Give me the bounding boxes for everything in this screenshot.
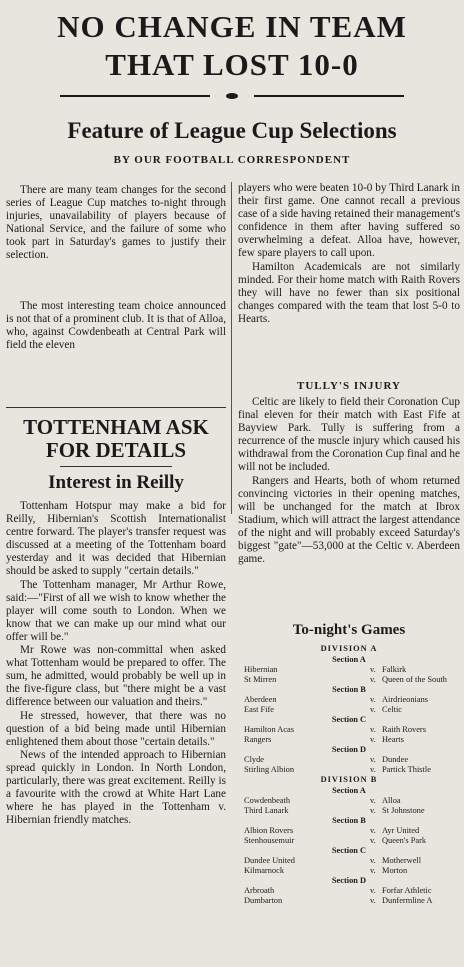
away-team: Falkirk — [382, 665, 407, 674]
home-team: Arbroath — [244, 886, 275, 895]
section-heading: Section B — [332, 685, 366, 694]
story1-paragraph-continued: players who were beaten 10-0 by Third Lanark in their first game. One cannot recall a previous case of a side having retained their management's confidence in them after having suffered so overwhelming a defeat. Alloa have, however, few spare players to call upon. — [238, 182, 460, 260]
away-team: Dunfermline A — [382, 896, 433, 905]
versus-label: v. — [370, 705, 376, 714]
story2-paragraph: He stressed, however, that there was no question of a bid being made until Hibernian enlightened them about those "certain details." — [6, 709, 226, 748]
versus-label: v. — [370, 755, 376, 764]
division-heading: DIVISION B — [320, 775, 378, 784]
home-team: Kilmarnock — [244, 866, 285, 875]
fixture-row — [236, 836, 462, 846]
tully-heading: TULLY'S INJURY — [297, 380, 401, 392]
home-team: Dumbarton — [244, 896, 283, 905]
versus-label: v. — [370, 796, 376, 805]
away-team: Hearts — [382, 735, 404, 744]
versus-label: v. — [370, 856, 376, 865]
ornamental-rule — [60, 93, 404, 99]
home-team: Hamilton Acas — [244, 725, 295, 734]
story1-right-column — [238, 182, 460, 326]
versus-label: v. — [370, 806, 376, 815]
column-divider — [231, 182, 232, 514]
fixture-row — [236, 866, 462, 876]
home-team: Rangers — [244, 735, 272, 744]
away-team: Forfar Athletic — [382, 886, 432, 895]
home-team: East Fife — [244, 705, 275, 714]
home-team: St Mirren — [244, 675, 277, 684]
away-team: Celtic — [382, 705, 403, 714]
games-title: To-night's Games — [292, 622, 406, 638]
subheadline: Feature of League Cup Selections — [67, 118, 397, 143]
section-heading: Section D — [331, 745, 367, 754]
away-team: Ayr United — [382, 826, 420, 835]
home-team: Albion Rovers — [244, 826, 294, 835]
home-team: Stirling Albion — [244, 765, 295, 774]
division-heading: DIVISION A — [320, 644, 378, 653]
story2-paragraph: The Tottenham manager, Mr Arthur Rowe, said:—"First of all we wish to know whether the player will come south to London. When we know that we can make up our mind what our offer will be." — [6, 578, 226, 643]
story2-headline — [6, 416, 226, 462]
fixture-row — [236, 675, 462, 685]
away-team: Airdrieonians — [382, 695, 429, 704]
fixture-row — [236, 796, 462, 806]
tully-paragraph: Celtic are likely to field their Coronation Cup final eleven for their match with East Fife at Bayview Park. Tully is suffering from a recurrence of the muscle injury which caused his withdrawal from the Coronation Cup final and he will not be included. — [238, 396, 460, 474]
headline-line-1: NO CHANGE IN TEAM — [57, 9, 407, 44]
fixture-row — [236, 765, 462, 775]
section-heading: Section A — [332, 655, 366, 664]
away-team: Queen's Park — [382, 836, 427, 845]
section-heading: Section D — [331, 876, 367, 885]
versus-label: v. — [370, 836, 376, 845]
versus-label: v. — [370, 826, 376, 835]
home-team: Hibernian — [244, 665, 278, 674]
versus-label: v. — [370, 866, 376, 875]
story2-column — [6, 500, 226, 827]
fixture-row — [236, 856, 462, 866]
fixture-row — [236, 886, 462, 896]
versus-label: v. — [370, 675, 376, 684]
story2-paragraph: News of the intended approach to Hibernian spread quickly in London. In North London, particularly, there was great excitement. Reilly is a favourite with the crowd at White Hart Lane where he has played in the Tottenham v. Hibernian friendly matches. — [6, 748, 226, 827]
fixtures-list — [236, 644, 462, 906]
versus-label: v. — [370, 886, 376, 895]
away-team: Partick Thistle — [382, 765, 431, 774]
fixture-row — [236, 806, 462, 816]
byline: BY OUR FOOTBALL CORRESPONDENT — [113, 154, 351, 166]
fixture-row — [236, 735, 462, 745]
away-team: Raith Rovers — [382, 725, 426, 734]
story2-subhead: Interest in Reilly — [48, 472, 184, 493]
fixture-row — [236, 826, 462, 836]
story2-paragraph: Mr Rowe was non-committal when asked what Tottenham would be prepared to offer. The sum, he admitted, would probably be well up in the five-figure class, but "there might be a vast difference between our valuation and theirs." — [6, 644, 226, 709]
tully-paragraph: Rangers and Hearts, both of whom returned convincing victories in their opening matches, will be unchanged for the match at Ibrox Stadium, which will attract the largest attendance of the night and will probably exceed Saturday's biggest "gate"—53,000 at the Celtic v. Aberdeen game. — [238, 474, 460, 566]
fixture-row — [236, 896, 462, 906]
story2-paragraph: Tottenham Hotspur may make a bid for Reilly, Hibernian's Scottish Internationalist centre forward. The player's transfer request was discussed at a meeting of the Tottenham board yesterday and it was decided that Hibernian should be asked to supply "certain details." — [6, 500, 226, 578]
versus-label: v. — [370, 896, 376, 905]
home-team: Cowdenbeath — [244, 796, 291, 805]
away-team: St Johnstone — [382, 806, 425, 815]
section-heading: Section A — [332, 786, 366, 795]
story2-headline-text: TOTTENHAM ASK FOR DETAILS — [23, 415, 209, 462]
away-team: Morton — [382, 866, 408, 875]
story1-paragraph: The most interesting team choice announced is not that of a prominent club. It is that of Alloa, who, against Cowdenbeath at Central Park will field the eleven — [6, 300, 226, 352]
home-team: Stenhousemuir — [244, 836, 295, 845]
tully-column — [238, 396, 460, 566]
home-team: Dundee United — [244, 856, 295, 865]
section-heading: Section C — [331, 715, 367, 724]
story1-paragraph: Hamilton Academicals are not similarly minded. For their home match with Raith Rovers they will have no fewer than six positional changes compared with the team that lost 5-0 to Hearts. — [238, 260, 460, 325]
story1-left-column-2 — [6, 300, 226, 352]
away-team: Alloa — [382, 796, 401, 805]
fixture-row — [236, 705, 462, 715]
fixture-row — [236, 755, 462, 765]
section-heading: Section C — [331, 846, 367, 855]
home-team: Clyde — [244, 755, 265, 764]
home-team: Aberdeen — [244, 695, 277, 704]
section-heading: Section B — [332, 816, 366, 825]
story-divider-rule — [6, 407, 226, 408]
versus-label: v. — [370, 665, 376, 674]
fixture-row — [236, 665, 462, 675]
away-team: Queen of the South — [382, 675, 447, 684]
versus-label: v. — [370, 735, 376, 744]
fixture-row — [236, 725, 462, 735]
story1-left-column — [6, 184, 226, 263]
away-team: Dundee — [382, 755, 409, 764]
story2-short-rule — [60, 466, 172, 467]
story1-paragraph: There are many team changes for the second series of League Cup matches to-night through injuries, unavailability of players because of National Service, and the failure of some who took part in Saturday's games to justify their selection. — [6, 184, 226, 262]
away-team: Motherwell — [382, 856, 422, 865]
fixture-row — [236, 695, 462, 705]
versus-label: v. — [370, 765, 376, 774]
versus-label: v. — [370, 725, 376, 734]
versus-label: v. — [370, 695, 376, 704]
home-team: Third Lanark — [244, 806, 289, 815]
headline-line-2: THAT LOST 10-0 — [105, 47, 359, 82]
